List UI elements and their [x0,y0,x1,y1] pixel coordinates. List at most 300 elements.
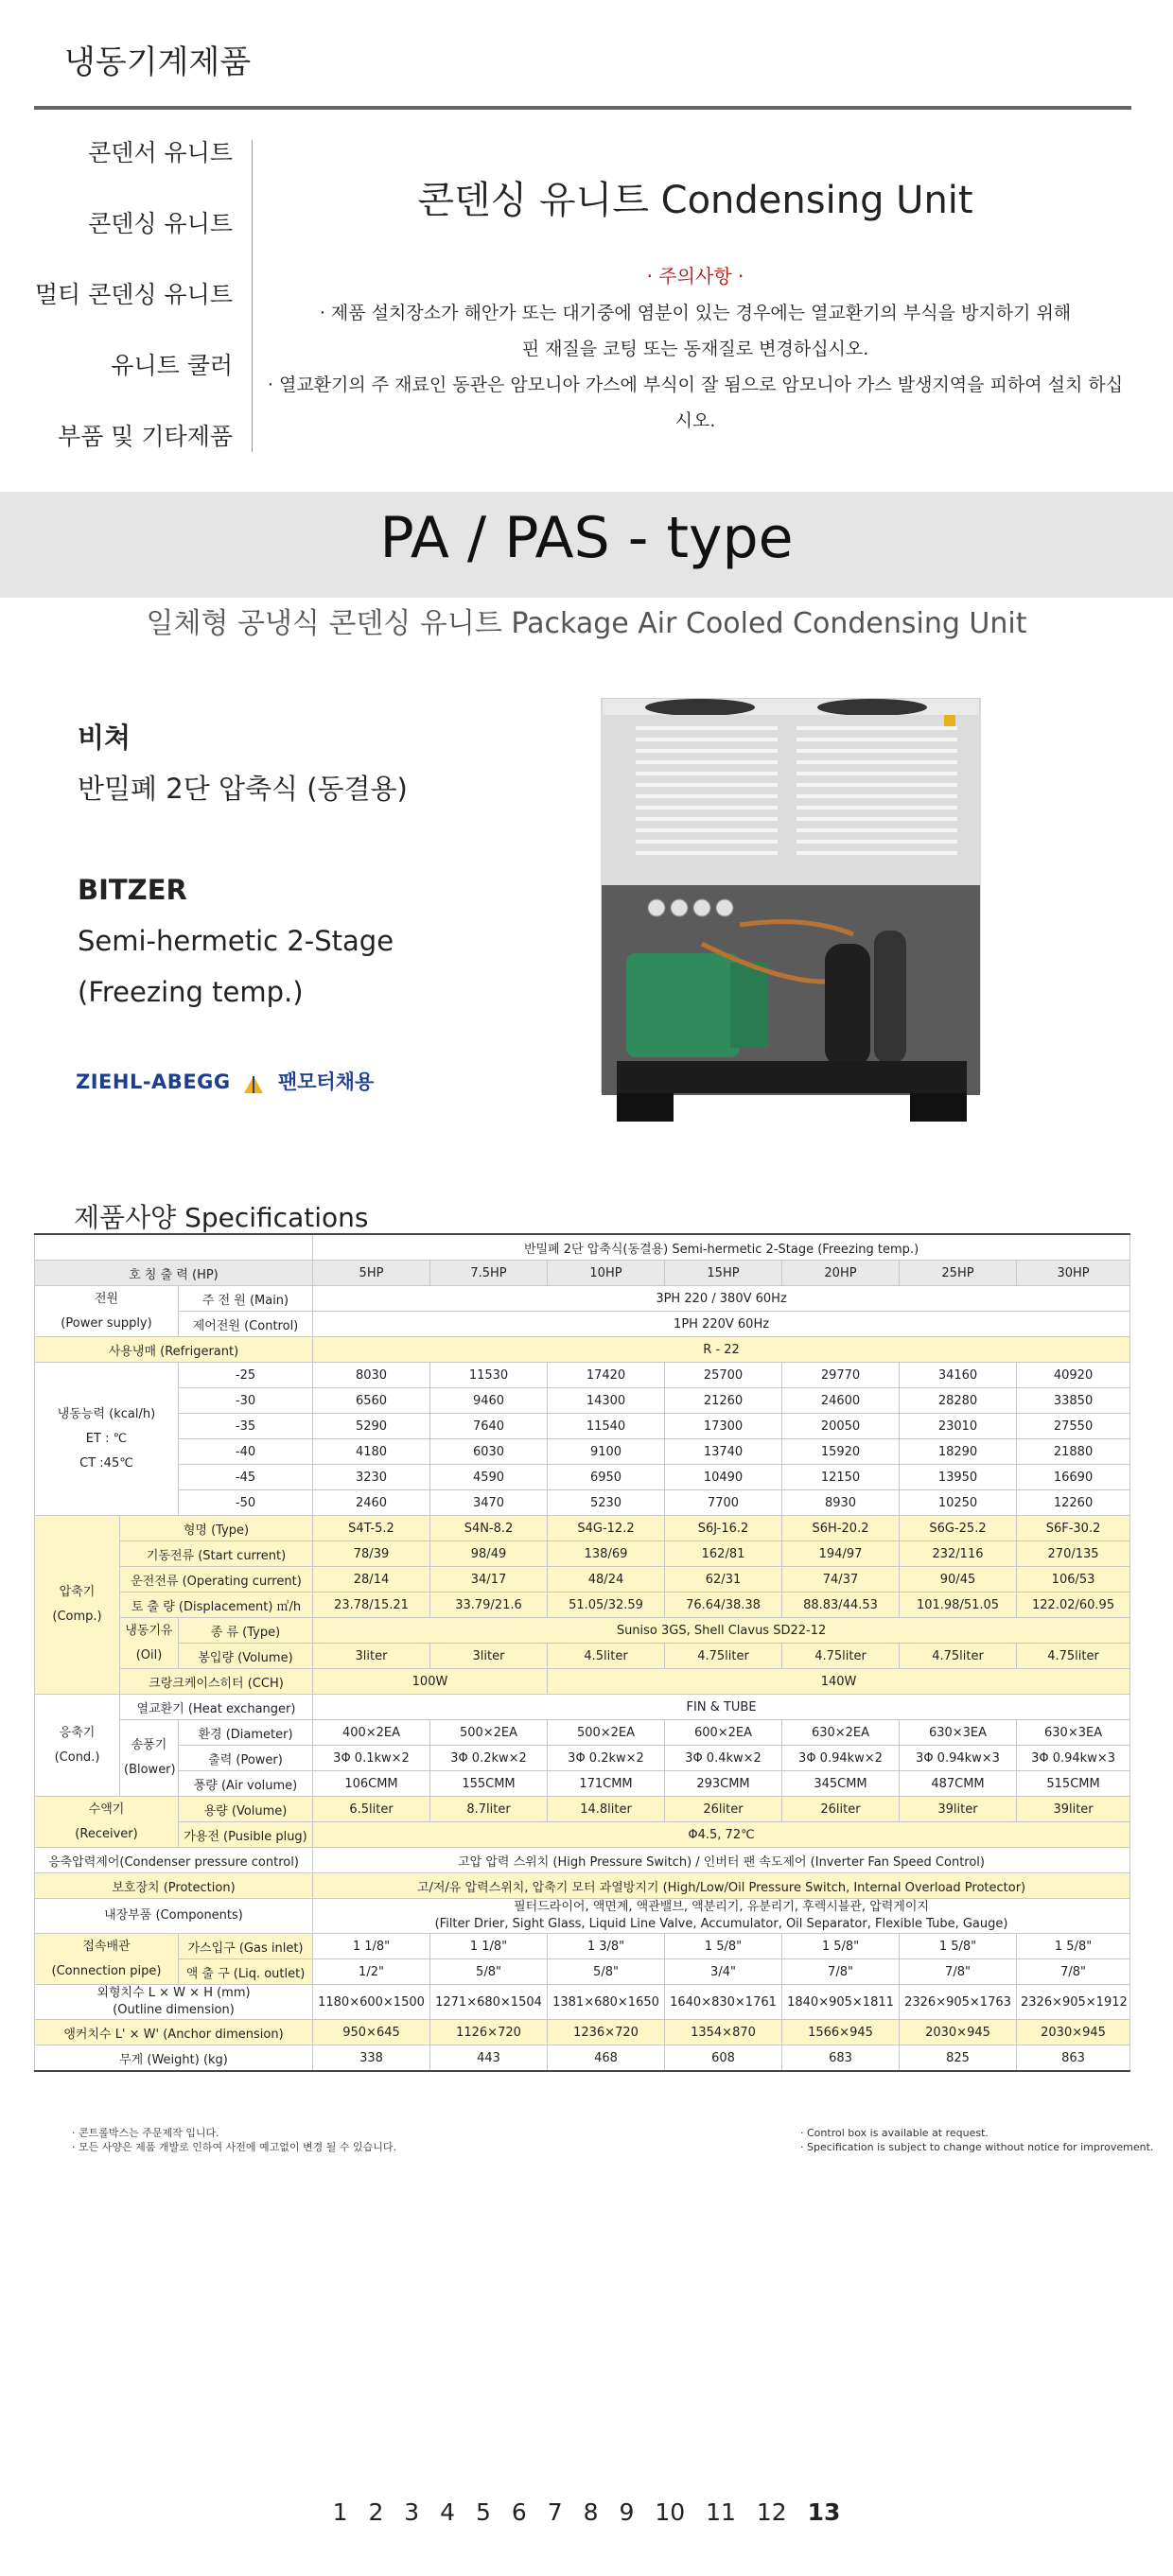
cond-group-label [35,1695,120,1797]
blower-air-cell: 515CMM [1017,1771,1130,1797]
weight-cell: 825 [900,2045,1017,2072]
capacity-cell: 2460 [313,1490,430,1516]
table-top-header: 반밀폐 2단 압축식(동결용) Semi-hermetic 2-Stage (Freezing temp.) [313,1234,1130,1261]
comp-disp-cell: 101.98/51.05 [900,1593,1017,1618]
weight-cell: 683 [782,2045,900,2072]
hx-row [35,1695,1130,1720]
cond-group: 응축기 [59,1725,96,1740]
blower-dia-label: 환경 (Diameter) [179,1720,313,1746]
hp-cell: 20HP [782,1261,900,1286]
blower-power-row [35,1746,1130,1771]
cond-pressure-value: 고압 압력 스위치 (High Pressure Switch) / 인버터 팬 속도제어 (Inverter Fan Speed Control) [313,1848,1130,1873]
comp-disp-cell: 51.05/32.59 [548,1593,665,1618]
comp-disp-cell: 23.78/15.21 [313,1593,430,1618]
weight-label: 무게 (Weight) (kg) [35,2045,313,2072]
et-cell: -50 [179,1490,313,1516]
oil-vol-cell: 4.75liter [782,1644,900,1669]
blower-dia-cell: 500×2EA [548,1720,665,1746]
compressor-type-ko: 반밀폐 2단 압축식 (동결용) [78,773,408,805]
comp-start-row [35,1541,1130,1567]
outline-cell: 2326×905×1763 [900,1985,1017,2020]
page-link[interactable]: 3 [404,2498,420,2526]
blank-cell [35,1234,313,1261]
anchor-label: 앵커치수 L' × W' (Anchor dimension) [35,2020,313,2045]
comp-start-label: 기동전류 (Start current) [120,1541,313,1567]
cch-row [35,1669,1130,1695]
blower-power-cell: 3Φ 0.1kw×2 [313,1746,430,1771]
comp-oper-cell: 74/37 [782,1567,900,1593]
notes-ko [72,2126,396,2154]
receiver-group: 수액기 [88,1801,125,1817]
brand-ko: 비쳐 [78,722,131,754]
blower-air-cell: 345CMM [782,1771,900,1797]
capacity-cell: 13950 [900,1465,1017,1490]
refrigerant-row [35,1337,1130,1363]
components-line: (Filter Drier, Sight Glass, Liquid Line Valve, Accumulator, Oil Separator, Flexible Tube, Gauge) [434,1917,1008,1931]
power-main-row [35,1286,1130,1312]
blower-air-label: 풍량 (Air volume) [179,1771,313,1797]
oil-group-label [120,1618,179,1669]
comp-type-cell: S4T-5.2 [313,1516,430,1541]
comp-disp-cell: 122.02/60.95 [1017,1593,1130,1618]
fan-mark-icon [241,1072,266,1097]
logo-suffix: 팬모터채용 [277,1070,375,1093]
comp-start-cell: 98/49 [430,1541,548,1567]
capacity-cell: 5290 [313,1414,430,1439]
comp-group: 압축기 [59,1585,96,1599]
receiver-plug-label: 가용전 (Pusible plug) [179,1822,313,1848]
oil-vol-cell: 4.75liter [1017,1644,1130,1669]
outline-label-ko: 외형치수 L × W × H (mm) [96,1986,251,2000]
sidebar-item-condenser[interactable]: 콘덴서 유니트 [88,139,233,166]
capacity-cell: 15920 [782,1439,900,1465]
notice-line: 핀 재질을 코팅 또는 동재질로 변경하십시오. [521,339,869,359]
oil-group: 냉동기유 [125,1623,173,1638]
receiver-plug-value: Φ4.5, 72℃ [313,1822,1130,1848]
page-link[interactable]: 7 [547,2498,563,2526]
blower-group-label [120,1720,179,1797]
pipe-gas-label: 가스입구 (Gas inlet) [179,1934,313,1959]
cond-pressure-label: 응축압력제어(Condenser pressure control) [35,1848,313,1873]
outline-cell: 1840×905×1811 [782,1985,900,2020]
page-link[interactable]: 12 [756,2498,787,2526]
capacity-cell: 25700 [665,1363,782,1388]
pipe-gas-cell: 1 5/8" [900,1934,1017,1959]
et-cell: -45 [179,1465,313,1490]
capacity-row [35,1490,1130,1516]
comp-disp-cell: 76.64/38.38 [665,1593,782,1618]
page-link[interactable]: 1 [332,2498,348,2526]
power-control-row [35,1312,1130,1337]
compressor-type-en: Semi-hermetic 2-Stage [78,925,394,957]
anchor-cell: 2030×945 [1017,2020,1130,2045]
anchor-cell: 1354×870 [665,2020,782,2045]
sidebar [0,131,233,485]
capacity-cell: 29770 [782,1363,900,1388]
capacity-row [35,1388,1130,1414]
capacity-group-label [35,1363,179,1516]
outline-label [35,1985,313,2020]
blower-power-cell: 3Φ 0.94kw×2 [782,1746,900,1771]
outline-cell: 1271×680×1504 [430,1985,548,2020]
hp-cell: 15HP [665,1261,782,1286]
receiver-vol-cell: 26liter [665,1797,782,1822]
weight-cell: 468 [548,2045,665,2072]
receiver-vol-cell: 14.8liter [548,1797,665,1822]
protection-value: 고/저/유 압력스위치, 압축기 모터 과열방지기 (High/Low/Oil Pressure Switch, Internal Overload Protector) [313,1873,1130,1899]
comp-type-label: 형명 (Type) [120,1516,313,1541]
outline-cell: 1640×830×1761 [665,1985,782,2020]
capacity-cell: 10490 [665,1465,782,1490]
notice-text [265,295,1126,439]
power-group: 전원 [94,1291,119,1306]
blower-dia-row [35,1720,1130,1746]
capacity-cell: 28280 [900,1388,1017,1414]
capacity-cell: 11540 [548,1414,665,1439]
receiver-vol-row [35,1797,1130,1822]
blower-power-cell: 3Φ 0.94kw×3 [1017,1746,1130,1771]
sidebar-item-condensing[interactable]: 콘덴싱 유니트 [88,210,233,237]
comp-type-cell: S6F-30.2 [1017,1516,1130,1541]
capacity-cell: 34160 [900,1363,1017,1388]
pipe-group: 접속배관 [82,1939,131,1954]
components-row [35,1899,1130,1934]
capacity-cell: 12150 [782,1465,900,1490]
blower-dia-cell: 630×3EA [900,1720,1017,1746]
receiver-vol-label: 용량 (Volume) [179,1797,313,1822]
page-link-current[interactable]: 13 [807,2498,841,2526]
capacity-cell: 20050 [782,1414,900,1439]
capacity-cell: 3230 [313,1465,430,1490]
power-group-label [35,1286,179,1337]
outline-cell: 1180×600×1500 [313,1985,430,2020]
cch-label: 크랑크케이스히터 (CCH) [120,1669,313,1695]
page-link[interactable]: 5 [476,2498,491,2526]
capacity-cell: 8030 [313,1363,430,1388]
components-value [313,1899,1130,1934]
page-link[interactable]: 9 [619,2498,635,2526]
note-line: · Specification is subject to change without notice for improvement. [800,2141,1154,2153]
spec-table [34,1233,1130,2072]
oil-vol-cell: 3liter [313,1644,430,1669]
blower-dia-cell: 500×2EA [430,1720,548,1746]
comp-group-label [35,1516,120,1695]
capacity-cell: 33850 [1017,1388,1130,1414]
notice-line: · 열교환기의 주 재료인 동관은 암모니아 가스에 부식이 잘 됨으로 암모니아 가스 발생지역을 피하여 설치 하십시오. [267,374,1124,431]
oil-vol-cell: 4.5liter [548,1644,665,1669]
hx-value: FIN & TUBE [313,1695,1130,1720]
pipe-group-en: (Connection pipe) [51,1963,162,1978]
oil-type-label: 종 류 (Type) [179,1618,313,1644]
power-control-value: 1PH 220V 60Hz [313,1312,1130,1337]
comp-group-en: (Comp.) [52,1610,102,1624]
capacity-cell: 12260 [1017,1490,1130,1516]
et-cell: -30 [179,1388,313,1414]
capacity-cell: 21260 [665,1388,782,1414]
capacity-cell: 23010 [900,1414,1017,1439]
ziehl-abegg-logo [76,1067,374,1101]
components-label: 내장부품 (Components) [35,1899,313,1934]
pipe-liq-cell: 1/2" [313,1959,430,1985]
pipe-liq-cell: 5/8" [430,1959,548,1985]
comp-oper-label: 운전전류 (Operating current) [120,1567,313,1593]
blower-air-row [35,1771,1130,1797]
comp-oper-cell: 90/45 [900,1567,1017,1593]
et-cell: -25 [179,1363,313,1388]
comp-oper-cell: 62/31 [665,1567,782,1593]
capacity-ct: CT :45℃ [79,1455,133,1471]
capacity-cell: 17420 [548,1363,665,1388]
blower-power-cell: 3Φ 0.4kw×2 [665,1746,782,1771]
protection-row [35,1873,1130,1899]
hp-row [35,1261,1130,1286]
sidebar-item-multi-condensing[interactable]: 멀티 콘덴싱 유니트 [34,281,233,308]
pipe-gas-cell: 1 1/8" [313,1934,430,1959]
capacity-cell: 4180 [313,1439,430,1465]
pipe-liq-label: 액 출 구 (Liq. outlet) [179,1959,313,1985]
note-line: · 모든 사양은 제품 개발로 인하여 사전에 예고없이 변경 될 수 있습니다. [72,2141,396,2153]
capacity-row [35,1439,1130,1465]
blower-air-cell: 106CMM [313,1771,430,1797]
components-line: 필터드라이어, 액면계, 액관밸브, 액분리기, 유분리기, 후렉시블관, 압력게이지 [514,1900,929,1914]
power-group-en: (Power supply) [61,1315,152,1331]
specs-heading: 제품사양 Specifications [74,1202,369,1233]
capacity-cell: 16690 [1017,1465,1130,1490]
capacity-cell: 27550 [1017,1414,1130,1439]
blower-power-cell: 3Φ 0.2kw×2 [430,1746,548,1771]
hp-label: 호 칭 출 력 (HP) [35,1261,313,1286]
blower-air-cell: 487CMM [900,1771,1017,1797]
product-subtitle: 일체형 공냉식 콘덴싱 유니트 Package Air Cooled Condensing Unit [146,607,1027,640]
protection-label: 보호장치 (Protection) [35,1873,313,1899]
blower-dia-cell: 630×2EA [782,1720,900,1746]
type-title: PA / PAS - type [379,505,794,571]
pagination [0,2498,1173,2526]
notes-en [800,2126,1153,2154]
capacity-cell: 21880 [1017,1439,1130,1465]
pipe-gas-cell: 1 1/8" [430,1934,548,1959]
capacity-label: 냉동능력 (kcal/h) [57,1406,156,1421]
sidebar-divider [252,140,253,452]
comp-disp-cell: 33.79/21.6 [430,1593,548,1618]
power-main-value: 3PH 220 / 380V 60Hz [313,1286,1130,1312]
comp-type-cell: S6H-20.2 [782,1516,900,1541]
blower-group: 송풍기 [131,1738,167,1752]
page-title: 냉동기계제품 [64,44,252,81]
anchor-row [35,2020,1130,2045]
blower-dia-cell: 400×2EA [313,1720,430,1746]
pipe-gas-cell: 1 5/8" [665,1934,782,1959]
comp-start-cell: 78/39 [313,1541,430,1567]
receiver-plug-row [35,1822,1130,1848]
compressor-temp-en: (Freezing temp.) [78,976,304,1008]
comp-disp-label: 토 출 량 (Displacement) ㎥/h [120,1593,313,1618]
anchor-cell: 1566×945 [782,2020,900,2045]
comp-type-cell: S6G-25.2 [900,1516,1017,1541]
capacity-cell: 40920 [1017,1363,1130,1388]
capacity-cell: 10250 [900,1490,1017,1516]
oil-vol-cell: 4.75liter [900,1644,1017,1669]
comp-start-cell: 232/116 [900,1541,1017,1567]
capacity-cell: 17300 [665,1414,782,1439]
anchor-cell: 1236×720 [548,2020,665,2045]
blower-dia-cell: 630×3EA [1017,1720,1130,1746]
pipe-gas-cell: 1 5/8" [1017,1934,1130,1959]
hp-cell: 25HP [900,1261,1017,1286]
weight-cell: 338 [313,2045,430,2072]
cond-group-en: (Cond.) [54,1749,100,1765]
capacity-cell: 3470 [430,1490,548,1516]
comp-type-cell: S4G-12.2 [548,1516,665,1541]
page-link[interactable]: 8 [583,2498,599,2526]
comp-start-cell: 138/69 [548,1541,665,1567]
power-control-label: 제어전원 (Control) [179,1312,313,1337]
capacity-cell: 9460 [430,1388,548,1414]
pipe-liq-row [35,1959,1130,1985]
oil-vol-label: 봉입량 (Volume) [179,1644,313,1669]
blower-air-cell: 155CMM [430,1771,548,1797]
capacity-cell: 6030 [430,1439,548,1465]
outline-row [35,1985,1130,2020]
blower-power-cell: 3Φ 0.94kw×3 [900,1746,1017,1771]
receiver-vol-cell: 39liter [900,1797,1017,1822]
comp-oper-cell: 48/24 [548,1567,665,1593]
comp-oper-cell: 28/14 [313,1567,430,1593]
blower-power-cell: 3Φ 0.2kw×2 [548,1746,665,1771]
page-link[interactable]: 10 [655,2498,686,2526]
hp-cell: 7.5HP [430,1261,548,1286]
note-line: · Control box is available at request. [800,2127,989,2139]
pipe-liq-cell: 5/8" [548,1959,665,1985]
hx-label: 열교환기 (Heat exchanger) [120,1695,313,1720]
cch-small: 100W [313,1669,548,1695]
weight-cell: 608 [665,2045,782,2072]
capacity-cell: 7640 [430,1414,548,1439]
comp-type-cell: S4N-8.2 [430,1516,548,1541]
oil-vol-row [35,1644,1130,1669]
oil-type-row [35,1618,1130,1644]
pipe-liq-cell: 7/8" [1017,1959,1130,1985]
capacity-cell: 8930 [782,1490,900,1516]
sidebar-item-parts[interactable]: 부품 및 기타제품 [58,423,233,450]
logo-text: ZIEHL-ABEGG [76,1070,231,1093]
pipe-liq-cell: 3/4" [665,1959,782,1985]
receiver-group-label [35,1797,179,1848]
receiver-vol-cell: 26liter [782,1797,900,1822]
section-title: 콘덴싱 유니트 Condensing Unit [417,179,973,222]
oil-vol-cell: 3liter [430,1644,548,1669]
blower-power-label: 출력 (Power) [179,1746,313,1771]
receiver-vol-cell: 8.7liter [430,1797,548,1822]
et-cell: -40 [179,1439,313,1465]
capacity-cell: 5230 [548,1490,665,1516]
page-link[interactable]: 11 [706,2498,736,2526]
capacity-cell: 4590 [430,1465,548,1490]
weight-cell: 863 [1017,2045,1130,2072]
oil-type-value: Suniso 3GS, Shell Clavus SD22-12 [313,1618,1130,1644]
page-link[interactable]: 2 [368,2498,384,2526]
anchor-cell: 2030×945 [900,2020,1017,2045]
oil-vol-cell: 4.75liter [665,1644,782,1669]
comp-start-cell: 194/97 [782,1541,900,1567]
notice-line: · 제품 설치장소가 해안가 또는 대기중에 염분이 있는 경우에는 열교환기의 부식을 방지하기 위해 [319,303,1072,323]
capacity-et: ET : ℃ [85,1431,128,1446]
capacity-cell: 9100 [548,1439,665,1465]
pipe-liq-cell: 7/8" [900,1959,1017,1985]
anchor-cell: 1126×720 [430,2020,548,2045]
capacity-cell: 7700 [665,1490,782,1516]
blower-group-en: (Blower) [124,1763,176,1777]
page-link[interactable]: 6 [511,2498,527,2526]
comp-start-cell: 162/81 [665,1541,782,1567]
power-main-label: 주 전 원 (Main) [179,1286,313,1312]
refrigerant-label: 사용냉매 (Refrigerant) [35,1337,313,1363]
capacity-cell: 24600 [782,1388,900,1414]
header-divider [34,106,1131,110]
capacity-cell: 6950 [548,1465,665,1490]
receiver-vol-cell: 6.5liter [313,1797,430,1822]
blower-air-cell: 293CMM [665,1771,782,1797]
pipe-gas-cell: 1 3/8" [548,1934,665,1959]
cond-pressure-row [35,1848,1130,1873]
blower-dia-cell: 600×2EA [665,1720,782,1746]
comp-oper-cell: 106/53 [1017,1567,1130,1593]
pipe-liq-cell: 7/8" [782,1959,900,1985]
anchor-cell: 950×645 [313,2020,430,2045]
pipe-gas-row [35,1934,1130,1959]
et-cell: -35 [179,1414,313,1439]
page-link[interactable]: 4 [440,2498,456,2526]
capacity-row [35,1363,1130,1388]
comp-oper-row [35,1567,1130,1593]
refrigerant-value: R - 22 [313,1337,1130,1363]
sidebar-item-unit-cooler[interactable]: 유니트 쿨러 [111,352,233,379]
comp-type-row [35,1516,1130,1541]
capacity-cell: 6560 [313,1388,430,1414]
brand-en: BITZER [78,874,187,906]
oil-group-en: (Oil) [135,1647,163,1662]
capacity-cell: 11530 [430,1363,548,1388]
comp-oper-cell: 34/17 [430,1567,548,1593]
capacity-row [35,1414,1130,1439]
condensing-unit-image [588,698,999,1129]
pipe-gas-cell: 1 5/8" [782,1934,900,1959]
capacity-cell: 18290 [900,1439,1017,1465]
notice-heading: · 주의사항 · [646,265,744,287]
receiver-group-en: (Receiver) [75,1826,138,1841]
weight-row [35,2045,1130,2072]
outline-cell: 2326×905×1912 [1017,1985,1130,2020]
capacity-row [35,1465,1130,1490]
note-line: · 콘트롤박스는 주문제작 입니다. [72,2127,219,2139]
comp-start-cell: 270/135 [1017,1541,1130,1567]
comp-type-cell: S6J-16.2 [665,1516,782,1541]
weight-cell: 443 [430,2045,548,2072]
hp-cell: 30HP [1017,1261,1130,1286]
comp-disp-row [35,1593,1130,1618]
receiver-vol-cell: 39liter [1017,1797,1130,1822]
capacity-cell: 14300 [548,1388,665,1414]
outline-label-en: (Outline dimension) [113,2003,235,2017]
blower-air-cell: 171CMM [548,1771,665,1797]
hp-cell: 5HP [313,1261,430,1286]
hp-cell: 10HP [548,1261,665,1286]
pipe-group-label [35,1934,179,1985]
capacity-cell: 13740 [665,1439,782,1465]
comp-disp-cell: 88.83/44.53 [782,1593,900,1618]
cch-large: 140W [548,1669,1130,1695]
outline-cell: 1381×680×1650 [548,1985,665,2020]
